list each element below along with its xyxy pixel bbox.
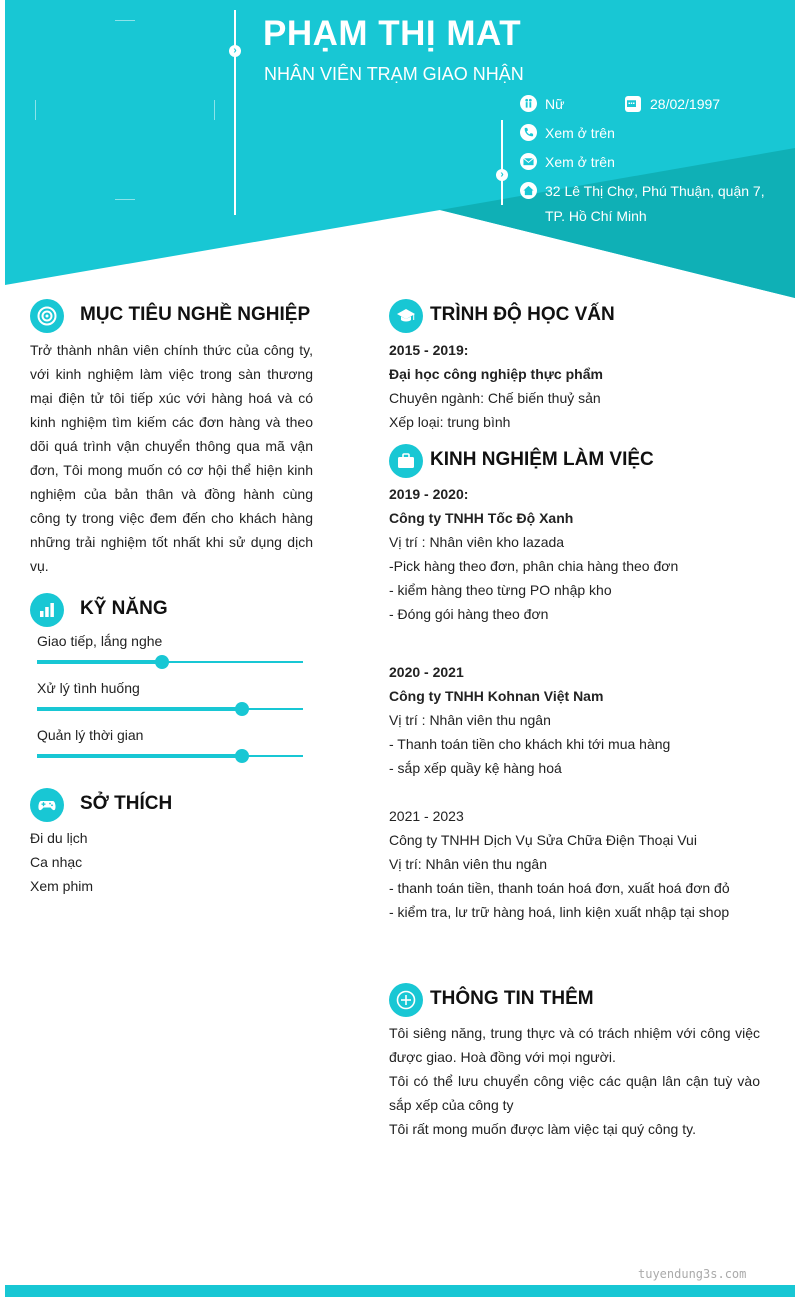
job-detail: - Đóng gói hàng theo đơn (389, 606, 549, 622)
home-icon (520, 182, 537, 199)
hobbies-heading: SỞ THÍCH (80, 793, 173, 814)
header-divider (234, 10, 236, 215)
hobby-item: Đi du lịch (30, 830, 88, 846)
chevron-right-icon: › (496, 169, 508, 181)
job-detail: - Thanh toán tiền cho khách khi tới mua hàng (389, 736, 671, 752)
job-company: Công ty TNHH Dịch Vụ Sửa Chữa Điện Thoại Vui (389, 832, 697, 848)
job-detail: - kiểm tra, lư trữ hàng hoá, linh kiện xuất nhập tại shop (389, 904, 730, 920)
watermark: tuyendung3s.com (638, 1267, 747, 1281)
chevron-right-icon: › (229, 45, 241, 57)
additional-text-2: Tôi có thể lưu chuyển công việc các quận lân cận tuỳ vào sắp xếp của công ty (389, 1073, 760, 1113)
footer-bar (5, 1285, 795, 1297)
phone-value: Xem ở trên (545, 125, 615, 141)
education-heading: TRÌNH ĐỘ HỌC VẤN (430, 304, 615, 325)
experience-heading: KINH NGHIỆM LÀM VIỆC (430, 449, 654, 470)
gender-value: Nữ (545, 96, 565, 112)
graduation-cap-icon (389, 299, 423, 333)
hobby-item: Ca nhạc (30, 854, 83, 870)
skills-heading: KỸ NĂNG (80, 598, 168, 619)
candidate-name: PHẠM THỊ MAT (263, 14, 522, 53)
skill-level-knob (235, 749, 249, 763)
birthday-value: 28/02/1997 (650, 96, 721, 112)
education-school: Đại học công nghiệp thực phẩm (389, 366, 603, 382)
contact-divider (501, 120, 503, 205)
job-detail: -Pick hàng theo đơn, phân chia hàng theo đơn (389, 558, 679, 574)
job-period: 2019 - 2020: (389, 486, 469, 502)
job-company: Công ty TNHH Tốc Độ Xanh (389, 510, 574, 526)
calendar-icon (625, 96, 641, 112)
job-period: 2020 - 2021 (389, 664, 464, 680)
job-detail: - kiểm hàng theo từng PO nhập kho (389, 582, 612, 598)
skill-level-knob (155, 655, 169, 669)
target-icon (30, 299, 64, 333)
email-icon (520, 153, 537, 170)
objective-text: Trở thành nhân viên chính thức của công ty, với kinh nghiệm làm việc trong sàn thương mại điện tử tôi tiếp xúc với hàng hoá và có kinh nghiệm tìm kiếm các đơn hàng và theo dõi quá trình vận chuyển thông qua mã vận đơn, Tôi mong muốn có cơ hội thể hiện kinh nghiệm của bản thân và đồng hành cùng công ty trong việc đem đến cho khách hàng những trải nghiệm tốt nhất khi sử dụng dịch vụ. (30, 342, 313, 574)
job-detail: - thanh toán tiền, thanh toán hoá đơn, xuất hoá đơn đỏ (389, 880, 730, 896)
job-company: Công ty TNHH Kohnan Việt Nam (389, 688, 604, 704)
skill-label: Giao tiếp, lắng nghe (37, 633, 163, 649)
skill-label: Quản lý thời gian (37, 727, 144, 743)
education-major: Chuyên ngành: Chế biến thuỷ sản (389, 390, 601, 406)
skill-level-fill (37, 660, 162, 664)
email-value: Xem ở trên (545, 154, 615, 170)
bar-chart-icon (30, 593, 64, 627)
skill-level-knob (235, 702, 249, 716)
job-detail: Vị trí : Nhân viên thu ngân (389, 712, 551, 728)
gamepad-icon (30, 788, 64, 822)
job-title: NHÂN VIÊN TRẠM GIAO NHẬN (264, 64, 524, 84)
job-detail: - sắp xếp quầy kệ hàng hoá (389, 760, 562, 776)
job-detail: Vị trí: Nhân viên thu ngân (389, 856, 547, 872)
additional-text-3: Tôi rất mong muốn được làm việc tại quý công ty. (389, 1121, 696, 1137)
photo-frame (35, 20, 215, 200)
phone-icon (520, 124, 537, 141)
additional-text-1: Tôi siêng năng, trung thực và có trách nhiệm với công việc được giao. Hoà đồng với mọi người. (389, 1025, 760, 1065)
job-period: 2021 - 2023 (389, 808, 464, 824)
job-detail: Vị trí : Nhân viên kho lazada (389, 534, 565, 550)
gender-icon (520, 95, 537, 112)
objective-heading: MỤC TIÊU NGHỀ NGHIỆP (80, 304, 311, 325)
education-period: 2015 - 2019: (389, 342, 469, 358)
skill-level-fill (37, 754, 242, 758)
plus-icon (389, 983, 423, 1017)
skill-level-fill (37, 707, 242, 711)
briefcase-icon (389, 444, 423, 478)
additional-heading: THÔNG TIN THÊM (430, 988, 594, 1009)
skill-label: Xử lý tình huống (37, 680, 140, 696)
hobby-item: Xem phim (30, 878, 94, 894)
education-grade: Xếp loại: trung bình (389, 414, 511, 430)
address-line-2: TP. Hồ Chí Minh (545, 208, 647, 224)
address-line-1: 32 Lê Thị Chợ, Phú Thuận, quận 7, (545, 183, 765, 199)
